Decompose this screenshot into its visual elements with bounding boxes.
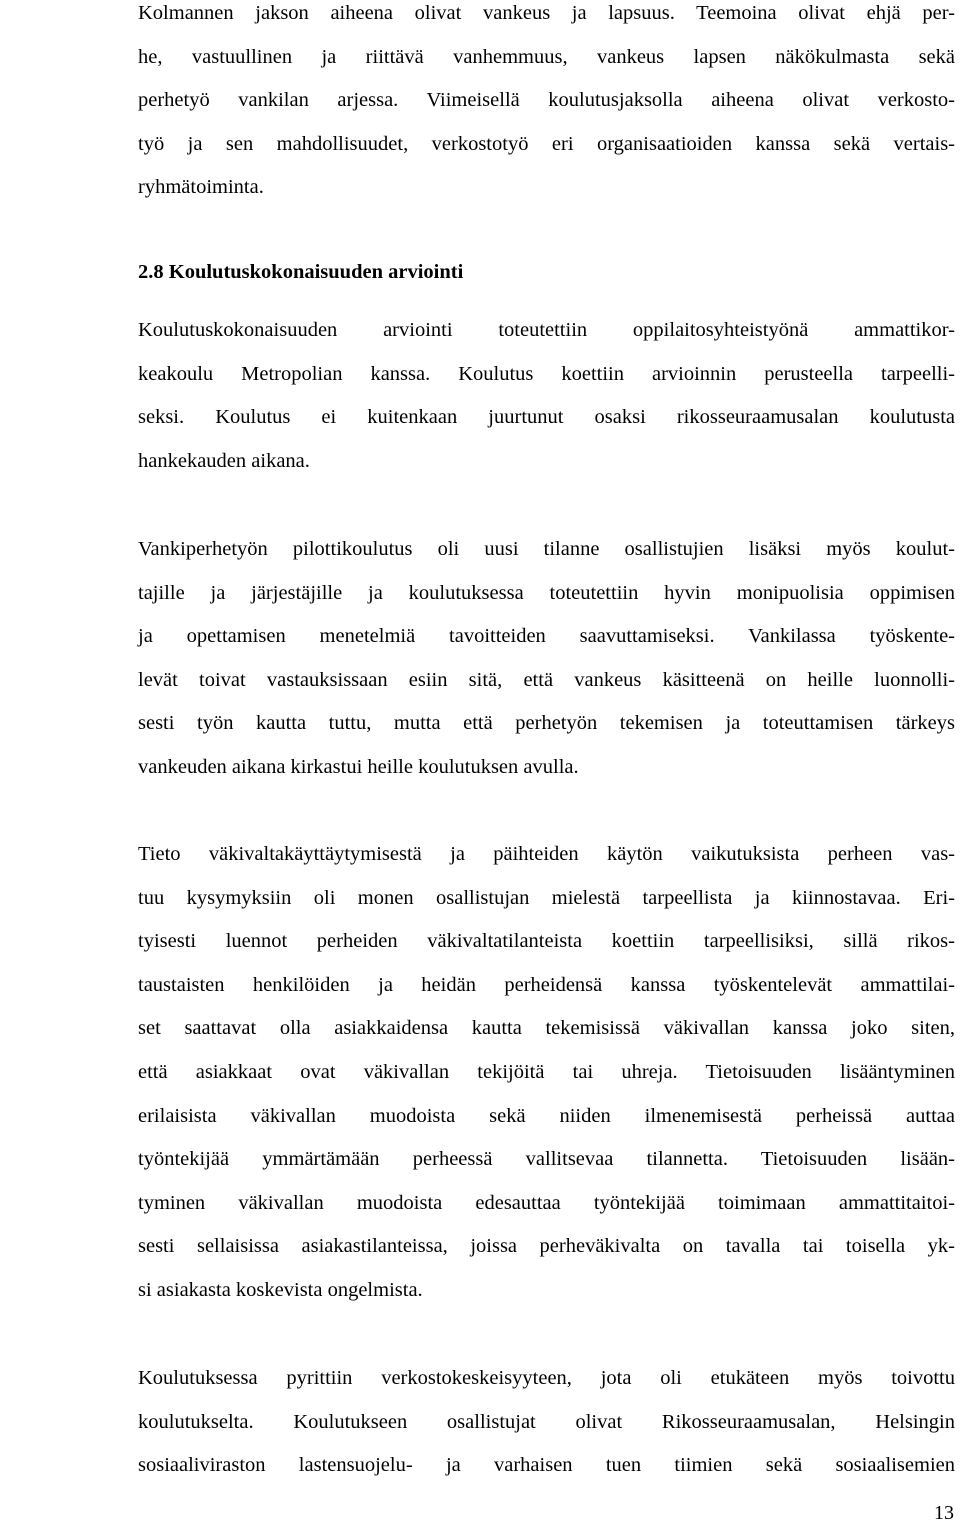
text-line: ja opettamisen menetelmiä tavoitteiden saavuttamiseksi. Vankilassa työskente- bbox=[138, 625, 955, 648]
text-line: tuu kysymyksiin oli monen osallistujan mielestä tarpeellista ja kiinnostavaa. Eri- bbox=[138, 886, 955, 909]
text-line: he, vastuullinen ja riittävä vanhemmuus, vankeus lapsen näkökulmasta sekä bbox=[138, 45, 955, 68]
text-line: keakoulu Metropolian kanssa. Koulutus koettiin arvioinnin perusteella tarpeelli- bbox=[138, 362, 955, 385]
text-line: taustaisten henkilöiden ja heidän perheidensä kanssa työskentelevät ammattilai- bbox=[138, 973, 955, 996]
paragraph-3 bbox=[138, 528, 955, 790]
text-line: työntekijää ymmärtämään perheessä vallitsevaa tilannetta. Tietoisuuden lisään- bbox=[138, 1148, 955, 1171]
text-line: Koulutuskokonaisuuden arviointi toteutettiin oppilaitosyhteistyönä ammattikor- bbox=[138, 319, 955, 341]
paragraph-2 bbox=[138, 309, 955, 483]
text-line: levät toivat vastauksissaan esiin sitä, että vankeus käsitteenä on heille luonnolli- bbox=[138, 668, 955, 691]
text-line: ryhmätoiminta. bbox=[138, 176, 264, 199]
paragraph-4 bbox=[138, 833, 955, 1313]
text-line: Vankiperhetyön pilottikoulutus oli uusi tilanne osallistujien lisäksi myös koulut- bbox=[138, 538, 955, 560]
text-line: työ ja sen mahdollisuudet, verkostotyö eri organisaatioiden kanssa sekä vertais- bbox=[138, 132, 955, 155]
text-line: koulutukselta. Koulutukseen osallistujat olivat Rikosseuraamusalan, Helsingin bbox=[138, 1410, 955, 1433]
text-line: perhetyö vankilan arjessa. Viimeisellä koulutusjaksolla aiheena olivat verkosto- bbox=[138, 89, 955, 112]
text-line: sesti sellaisissa asiakastilanteissa, joissa perheväkivalta on tavalla tai toisella yk- bbox=[138, 1235, 955, 1258]
text-line: seksi. Koulutus ei kuitenkaan juurtunut osaksi rikosseuraamusalan koulutusta bbox=[138, 406, 955, 429]
section-heading: 2.8 Koulutuskokonaisuuden arviointi bbox=[138, 261, 464, 283]
text-line: että asiakkaat ovat väkivallan tekijöitä tai uhreja. Tietoisuuden lisääntyminen bbox=[138, 1060, 955, 1083]
text-line: si asiakasta koskevista ongelmista. bbox=[138, 1278, 423, 1301]
text-line: sesti työn kautta tuttu, mutta että perhetyön tekemisen ja toteuttamisen tärkeys bbox=[138, 712, 955, 735]
page-number: 13 bbox=[934, 1502, 954, 1524]
text-line: Tieto väkivaltakäyttäytymisestä ja päihteiden käytön vaikutuksista perheen vas- bbox=[138, 843, 955, 865]
paragraph-1 bbox=[138, 0, 955, 210]
text-line: tajille ja järjestäjille ja koulutuksessa toteutettiin hyvin monipuolisia oppimisen bbox=[138, 581, 955, 604]
paragraph-5 bbox=[138, 1357, 955, 1488]
text-line: set saattavat olla asiakkaidensa kautta tekemisissä väkivallan kanssa joko siten, bbox=[138, 1017, 955, 1040]
text-line: erilaisista väkivallan muodoista sekä niiden ilmenemisestä perheissä auttaa bbox=[138, 1104, 955, 1127]
text-line: Kolmannen jakson aiheena olivat vankeus ja lapsuus. Teemoina olivat ehjä per- bbox=[138, 2, 955, 24]
text-line: Koulutuksessa pyrittiin verkostokeskeisyyteen, jota oli etukäteen myös toivottu bbox=[138, 1367, 955, 1389]
text-line: hankekauden aikana. bbox=[138, 449, 310, 472]
text-line: vankeuden aikana kirkastui heille koulutuksen avulla. bbox=[138, 755, 579, 778]
text-line: tyisesti luennot perheiden väkivaltatilanteista koettiin tarpeellisiksi, sillä rikos- bbox=[138, 930, 955, 953]
text-line: tyminen väkivallan muodoista edesauttaa työntekijää toimimaan ammattitaitoi- bbox=[138, 1191, 955, 1214]
text-line: sosiaaliviraston lastensuojelu- ja varhaisen tuen tiimien sekä sosiaalisemien bbox=[138, 1454, 955, 1477]
